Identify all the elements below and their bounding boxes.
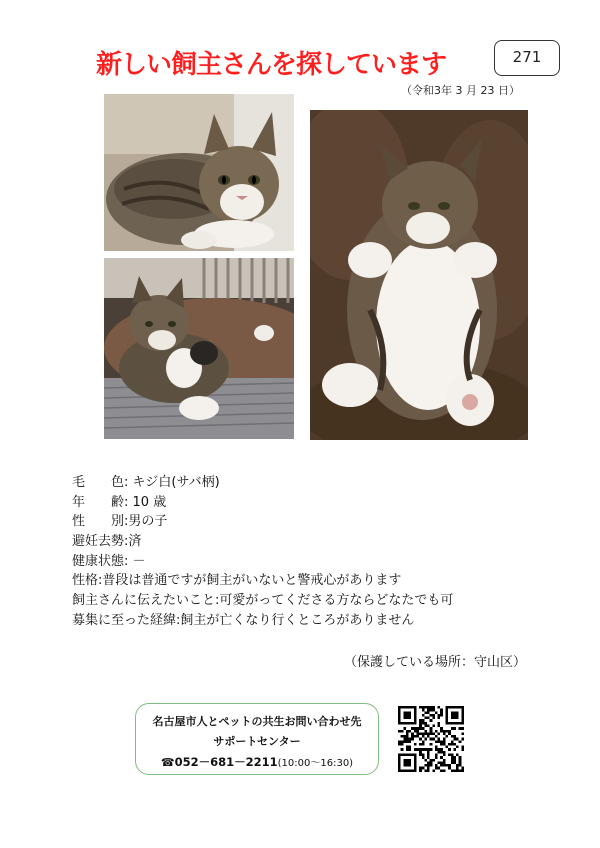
personality-label: 性格 xyxy=(72,573,99,589)
cat-photo-lying-on-couch xyxy=(104,258,294,439)
contact-box xyxy=(135,703,379,775)
reason-label: 募集に至った経緯 xyxy=(72,612,177,628)
cat-photo-sitting xyxy=(104,94,294,251)
info-sex: 性 別 :男の子 xyxy=(72,512,453,532)
info-message: 飼主さんに伝えたいこと:可愛がってくださる方ならどなたでも可 xyxy=(72,593,454,609)
coat-label: 毛 色 xyxy=(72,475,124,490)
info-coat: 毛 色 : キジ白(サバ柄) xyxy=(72,473,453,493)
qr-code-icon[interactable] xyxy=(398,706,464,772)
personality-value: 普段は普通ですが飼主がいないと警戒心があります xyxy=(102,573,402,589)
contact-center: サポートセンター xyxy=(213,735,301,748)
posting-date: （令和3年 3 月 23 日） xyxy=(401,84,520,97)
contact-org: 名古屋市人とペットの共生お問い合わせ先 xyxy=(152,715,362,728)
info-age: 年 齢 : 10 歳 xyxy=(72,493,453,513)
phone-number[interactable]: 052－681－2211 xyxy=(174,755,278,769)
cat-photo-on-back xyxy=(310,110,528,440)
sex-value: 男の子 xyxy=(128,514,168,530)
coat-value: キジ白(サバ柄) xyxy=(132,475,220,490)
info-health: 健康状態: － xyxy=(72,553,146,569)
info-reason: 募集に至った経緯:飼主が亡くなり行くところがありません xyxy=(72,612,415,628)
health-label: 健康状態 xyxy=(72,553,125,569)
age-value: 10 歳 xyxy=(132,494,167,510)
listing-number: 271 xyxy=(494,40,560,76)
phone-hours: (10:00～16:30) xyxy=(277,758,354,769)
phone-icon: ☎ xyxy=(160,756,175,769)
info-personality: 性格:普段は普通ですが飼主がいないと警戒心があります xyxy=(72,573,402,589)
cat-info xyxy=(72,473,453,631)
health-value: － xyxy=(132,553,146,569)
sex-label: 性 別 xyxy=(72,514,124,530)
poster-title: 新しい飼主さんを探しています xyxy=(96,50,447,80)
neuter-value: 済 xyxy=(128,534,142,550)
message-value: 可愛がってくださる方ならどなたでも可 xyxy=(219,593,454,609)
reason-value: 飼主が亡くなり行くところがありません xyxy=(180,612,415,628)
age-label: 年 齢 xyxy=(72,494,124,510)
neuter-label: 避妊去勢 xyxy=(72,534,125,550)
shelter-location: （保護している場所：守山区） xyxy=(344,655,527,670)
message-label: 飼主さんに伝えたいこと xyxy=(72,593,216,609)
contact-phone[interactable] xyxy=(136,752,378,774)
info-neuter: 避妊去勢:済 xyxy=(72,534,142,550)
